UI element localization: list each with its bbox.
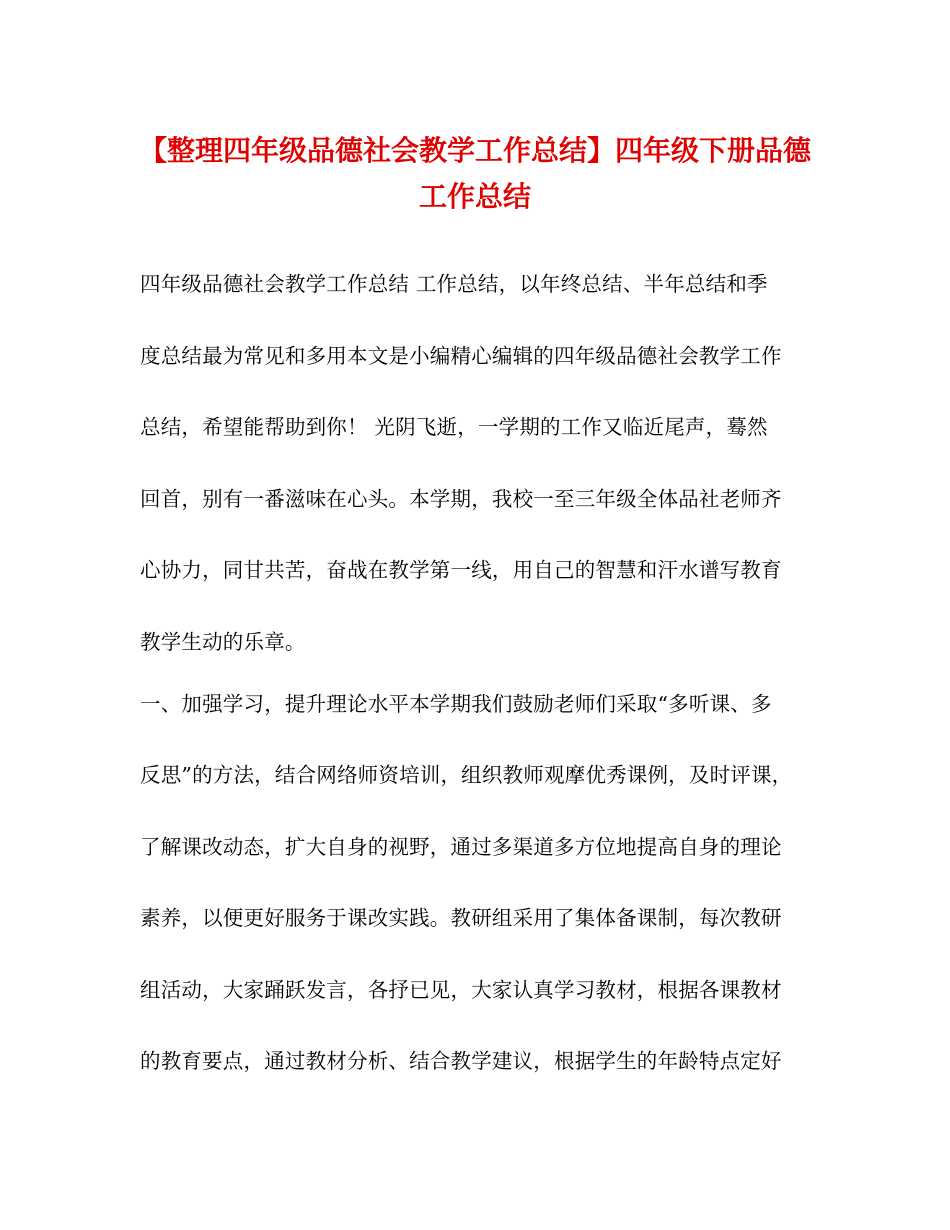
body-line-10: 素养，以便更好服务于课改实践。教研组采用了集体备课制，每次教研 [140, 906, 782, 930]
body-line-4: 回首，别有一番滋味在心头。本学期，我校一至三年级全体品社老师齐 [140, 487, 782, 511]
body-line-1: 四年级品德社会教学工作总结 工作总结，以年终总结、半年总结和季 [140, 272, 768, 296]
body-line-8: 反思”的方法，结合网络师资培训，组织教师观摩优秀课例，及时评课， [140, 763, 793, 787]
body-line-6: 教学生动的乐章。 [140, 630, 306, 654]
body-line-12: 的教育要点，通过教材分析、结合教学建议，根据学生的年龄特点定好 [140, 1049, 782, 1073]
body-line-11: 组活动，大家踊跃发言，各抒已见，大家认真学习教材，根据各课教材 [140, 978, 782, 1002]
document-title-line-1: 【整理四年级品德社会教学工作总结】四年级下册品德 [138, 134, 811, 167]
body-line-2: 度总结最为常见和多用本文是小编精心编辑的四年级品德社会教学工作 [140, 344, 782, 368]
body-line-7: 一、加强学习，提升理论水平本学期我们鼓励老师们采取“多听课、多 [140, 692, 772, 716]
body-line-5: 心协力，同甘共苦，奋战在教学第一线，用自己的智慧和汗水谱写教育 [140, 558, 782, 582]
document-title-line-2: 工作总结 [418, 180, 531, 213]
body-line-3: 总结，希望能帮助到你！ 光阴飞逝，一学期的工作又临近尾声，蓦然 [140, 415, 768, 439]
body-line-9: 了解课改动态，扩大自身的视野，通过多渠道多方位地提高自身的理论 [140, 835, 782, 859]
